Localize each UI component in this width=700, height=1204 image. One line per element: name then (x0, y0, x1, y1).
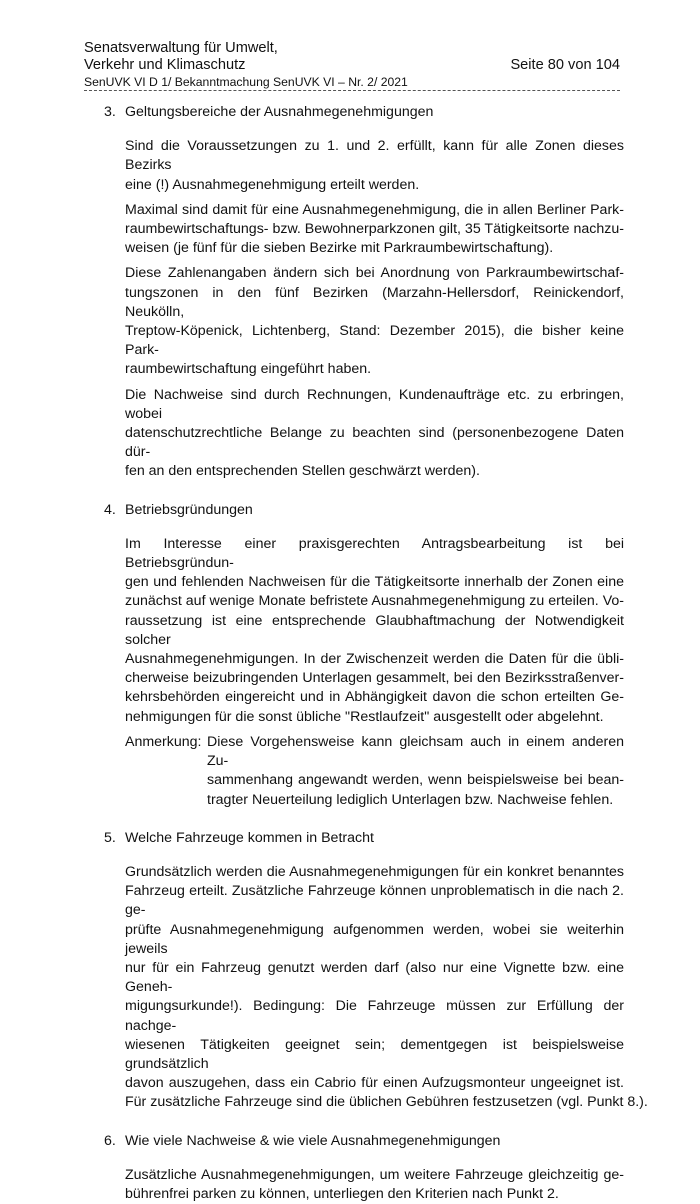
text-line: tungszonen in den fünf Bezirken (Marzahn-Hellersdorf, Reinickendorf, Neukölln, (125, 284, 624, 320)
org-line-1: Senatsverwaltung für Umwelt, (84, 40, 278, 56)
text-line: Zusätzliche Ausnahmegenehmigungen, um weitere Fahrzeuge gleichzeitig ge- (125, 1166, 624, 1183)
text-line: nehmigungen für die sonst übliche "Restlaufzeit" ausgestellt oder abgelehnt. (125, 708, 604, 725)
text-line: raumbewirtschaftung eingeführt haben. (125, 361, 372, 378)
text-line: cherweise beizubringenden Unterlagen gesammelt, bei den Bezirksstraßenver- (125, 670, 624, 687)
section-number: 3. (104, 104, 116, 120)
text-line: raumbewirtschaftungs- bzw. Bewohnerparkzonen gilt, 35 Tätigkeitsorte nachzu- (125, 221, 624, 238)
section-title: Wie viele Nachweise & wie viele Ausnahmegenehmigungen (125, 1132, 501, 1149)
section-title: Geltungsbereiche der Ausnahmegenehmigungen (125, 104, 434, 120)
text-line: sammenhang angewandt werden, wenn beispielsweise bei bean- (207, 772, 624, 789)
paragraph (125, 386, 624, 482)
text-line: Maximal sind damit für eine Ausnahmegenehmigung, die in allen Berliner Park- (125, 201, 624, 218)
paragraph (125, 137, 624, 195)
note (125, 733, 624, 810)
note-text (207, 733, 624, 810)
text-line: bührenfrei parken zu können, unterliegen den Kriterien nach Punkt 2. (125, 1185, 559, 1202)
paragraph (125, 264, 624, 379)
text-line: Treptow-Köpenick, Lichtenberg, Stand: Dezember 2015), die bisher keine Park- (125, 323, 624, 359)
document-body (84, 103, 648, 1204)
org-line-2: Verkehr und Klimaschutz (84, 57, 246, 73)
text-line: Diese Zahlenangaben ändern sich bei Anordnung von Parkraumbewirtschaf- (125, 265, 624, 282)
text-line: weisen (je fünf für die sieben Bezirke mit Parkraumbewirtschaftung). (125, 240, 554, 257)
paragraph (125, 1166, 624, 1204)
header-organization (84, 40, 408, 91)
text-line: Grundsätzlich werden die Ausnahmegenehmigungen für ein konkret benanntes (125, 863, 624, 880)
note-label: Anmerkung: (125, 733, 202, 750)
text-line: migungsurkunde!). Bedingung: Die Fahrzeuge müssen zur Erfüllung der nachge- (125, 998, 624, 1034)
text-line: raussetzung ist eine entsprechende Glaubhaftmachung der Notwendigkeit solcher (125, 612, 624, 648)
text-line: gen und fehlenden Nachweisen für die Tätigkeitsorte innerhalb der Zonen eine (125, 574, 624, 591)
text-line: Im Interesse einer praxisgerechten Antragsbearbeitung ist bei Betriebsgründun- (125, 535, 624, 572)
paragraph (125, 201, 624, 259)
text-line: wiesenen Tätigkeiten geeignet sein; dementgegen ist beispielsweise grundsätzlich (125, 1036, 624, 1072)
paragraph (125, 863, 648, 1113)
text-line: tragter Neuerteilung lediglich Unterlagen bzw. Nachweise fehlen. (207, 791, 614, 808)
text-line: Für zusätzliche Fahrzeuge sind die üblichen Gebühren festzusetzen (vgl. Punkt 8.). (125, 1094, 648, 1111)
section-title: Welche Fahrzeuge kommen in Betracht (125, 829, 374, 846)
section-heading (84, 501, 624, 520)
paragraph (125, 535, 624, 727)
text-line: davon auszugehen, dass ein Cabrio für einen Aufzugsmonteur ungeeignet ist. (125, 1075, 624, 1092)
section-number: 4. (104, 501, 116, 518)
text-line: Diese Vorgehensweise kann gleichsam auch in einem anderen Zu- (207, 733, 624, 770)
text-line: Ausnahmegenehmigungen. In der Zwischenzeit werden die Daten für die übli- (125, 651, 624, 668)
text-line: eine (!) Ausnahmegenehmigung erteilt werden. (125, 176, 420, 193)
text-line: prüfte Ausnahmegenehmigung aufgenommen werden, wobei sie weiterhin jeweils (125, 921, 624, 957)
text-line: datenschutzrechtliche Belange zu beachten sind (personenbezogene Daten dür- (125, 425, 624, 461)
text-line: fen an den entsprechenden Stellen geschwärzt werden). (125, 463, 480, 480)
text-line: kehrsbehörden eingereicht und in Abhängigkeit davon die schon erteilten Ge- (125, 689, 624, 706)
text-line: Sind die Voraussetzungen zu 1. und 2. erfüllt, kann für alle Zonen dieses Bezirks (125, 138, 624, 174)
section-title: Betriebsgründungen (125, 501, 253, 518)
section-number: 6. (104, 1132, 116, 1149)
text-line: Die Nachweise sind durch Rechnungen, Kundenaufträge etc. zu erbringen, wobei (125, 386, 624, 422)
page-number: Seite 80 von 104 (510, 57, 620, 73)
section-heading (84, 1132, 624, 1151)
section-heading (84, 103, 624, 122)
text-line: nur für ein Fahrzeug genutzt werden darf (also nur eine Vignette bzw. eine Geneh- (125, 959, 624, 996)
section-number: 5. (104, 829, 116, 846)
section-heading (84, 829, 624, 848)
header-divider (84, 90, 620, 91)
header-reference: SenUVK VI D 1/ Bekanntmachung SenUVK VI – Nr. 2/ 2021 (84, 75, 408, 89)
text-line: Fahrzeug erteilt. Zusätzliche Fahrzeuge können unproblematisch in die nach 2. ge- (125, 883, 624, 919)
text-line: zunächst auf wenige Monate befristete Ausnahmegenehmigung zu erteilen. Vo- (125, 593, 624, 610)
